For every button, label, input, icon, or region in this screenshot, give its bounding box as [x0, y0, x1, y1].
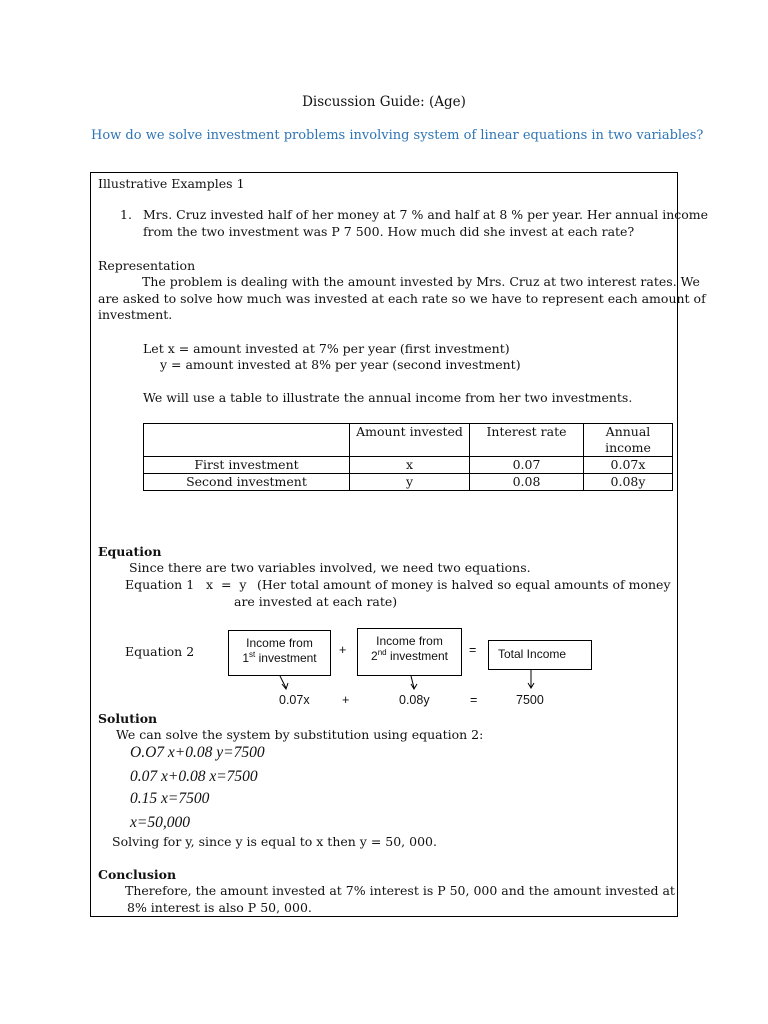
table-cell: 0.07 [470, 457, 584, 474]
term-second: 0.08y [399, 693, 430, 707]
equals-sign-2: = [470, 693, 478, 707]
solution-step-2: 0.07 x+0.08 x=7500 [130, 768, 258, 785]
representation-heading: Representation [98, 258, 196, 273]
conclusion-line-1: Therefore, the amount invested at 7% interest is P 50, 000 and the amount invested at [125, 883, 675, 898]
table-cell: First investment [144, 457, 350, 474]
equation-1-label: Equation 1 [125, 577, 195, 592]
table-cell: Second investment [144, 474, 350, 491]
equation-1-expression: x = y [206, 577, 247, 592]
conclusion-heading: Conclusion [98, 867, 177, 882]
equation-intro: Since there are two variables involved, we need two equations. [129, 560, 531, 575]
equation-1-note-line-2: are invested at each rate) [234, 594, 398, 609]
term-first: 0.07x [279, 693, 310, 707]
ordinal-suffix: st [249, 650, 256, 659]
box-text: investment [386, 649, 448, 663]
total-income-box: Total Income [488, 640, 592, 670]
table-intro: We will use a table to illustrate the annual income from her two investments. [143, 390, 633, 405]
representation-line-1: The problem is dealing with the amount invested by Mrs. Cruz at two interest rates. We [142, 274, 700, 289]
let-y: y = amount invested at 8% per year (second investment) [160, 357, 521, 372]
plus-sign: + [339, 643, 347, 657]
representation-line-3: investment. [98, 307, 173, 322]
table-header-cell: Interest rate [470, 424, 584, 457]
equation-1-note-line-1: (Her total amount of money is halved so equal amounts of money [257, 577, 671, 592]
table-cell: 0.07x [584, 457, 673, 474]
example-heading: Illustrative Examples 1 [98, 176, 245, 191]
income-second-box-line-1: Income from [376, 634, 443, 648]
equation-heading: Equation [98, 544, 162, 559]
solution-step-4: x=50,000 [130, 814, 190, 831]
solution-heading: Solution [98, 711, 158, 726]
problem-number: 1. [120, 207, 132, 222]
equals-sign: = [469, 643, 477, 657]
income-first-box-line-1: Income from [246, 636, 313, 650]
total-value: 7500 [516, 693, 544, 707]
table-cell: 0.08 [470, 474, 584, 491]
solving-for-y: Solving for y, since y is equal to x then y = 50, 000. [112, 834, 437, 849]
ordinal-number: 1 [242, 651, 250, 665]
guiding-question: How do we solve investment problems involving system of linear equations in two variables? [91, 128, 704, 143]
plus-sign-2: + [342, 693, 350, 707]
table-header-cell: Annual income [584, 424, 673, 457]
conclusion-line-2: 8% interest is also P 50, 000. [127, 900, 312, 915]
representation-line-2: are asked to solve how much was invested at each rate so we have to represent each amount of [98, 291, 706, 306]
box-text: investment [255, 651, 317, 665]
ordinal-number: 2 [371, 649, 378, 663]
let-x: Let x = amount invested at 7% per year (first investment) [143, 341, 510, 356]
problem-line-2: from the two investment was P 7 500. How much did she invest at each rate? [143, 224, 635, 239]
table-cell: y [350, 474, 470, 491]
problem-line-1: Mrs. Cruz invested half of her money at 7 % and half at 8 % per year. Her annual income [143, 207, 709, 222]
solution-intro: We can solve the system by substitution using equation 2: [116, 727, 484, 742]
table-cell: 0.08y [584, 474, 673, 491]
ordinal-suffix: nd [377, 648, 387, 657]
equation-2-label: Equation 2 [125, 644, 195, 659]
solution-step-3: 0.15 x=7500 [130, 790, 210, 807]
table-cell: x [350, 457, 470, 474]
page-title: Discussion Guide: (Age) [302, 94, 466, 110]
table-header-cell: Amount invested [350, 424, 470, 457]
solution-step-1: O.O7 x+0.08 y=7500 [130, 744, 265, 761]
